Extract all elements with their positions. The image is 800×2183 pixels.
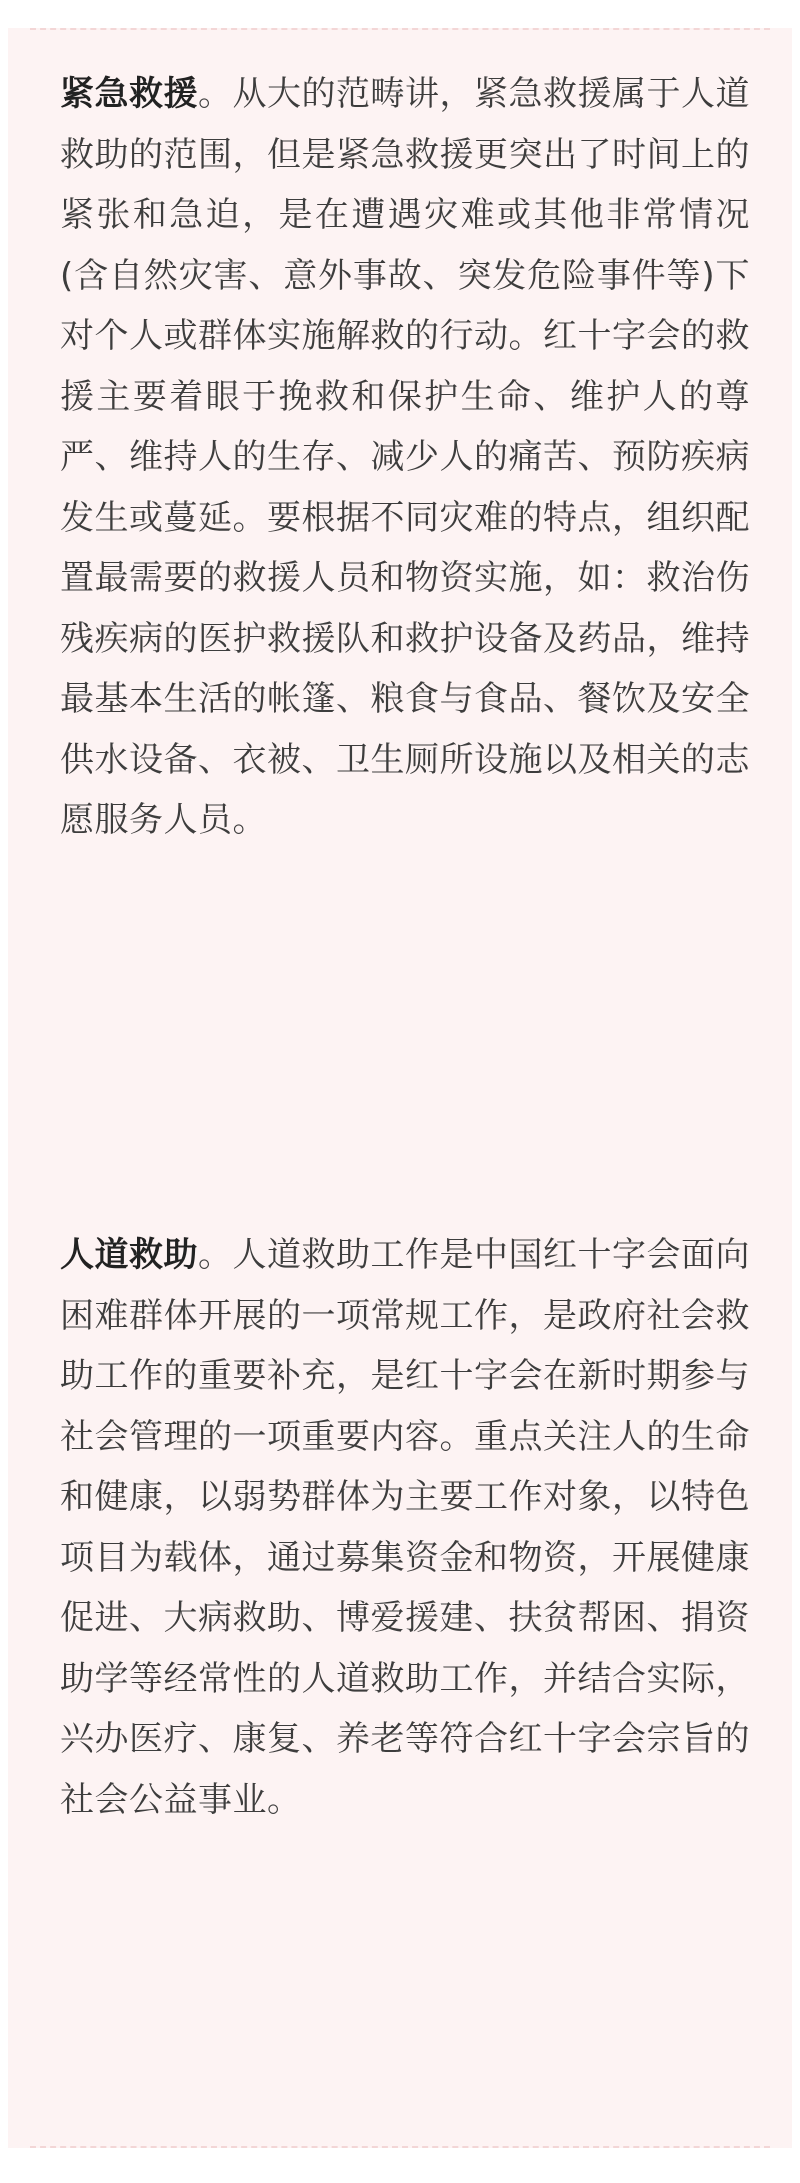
bottom-divider: [30, 2146, 770, 2148]
article-card: [8, 28, 792, 2148]
section-body-humanitarian-aid: 。人道救助工作是中国红十字会面向困难群体开展的一项常规工作，是政府社会救助工作的重要补充，是红十字会在新时期参与社会管理的一项重要内容。重点关注人的生命和健康，以弱势群体为主要工作对象，以特色项目为载体，通过募集资金和物资，开展健康促进、大病救助、博爱援建、扶贫帮困、捐资助学等经常性的人道救助工作，并结合实际，兴办医疗、康复、养老等符合红十字会宗旨的社会公益事业。: [60, 1235, 750, 1820]
paragraph-emergency-rescue: [60, 64, 750, 851]
section-heading-humanitarian-aid: 人道救助: [60, 1235, 198, 1275]
top-divider: [30, 28, 770, 30]
section-body-emergency-rescue: 。从大的范畴讲，紧急救援属于人道救助的范围，但是紧急救援更突出了时间上的紧张和急迫，是在遭遇灾难或其他非常情况(含自然灾害、意外事故、突发危险事件等)下对个人或群体实施解救的行动。红十字会的救援主要着眼于挽救和保护生命、维护人的尊严、维持人的生存、减少人的痛苦、预防疾病发生或蔓延。要根据不同灾难的特点，组织配置最需要的救援人员和物资实施，如：救治伤残疾病的医护救援队和救护设备及药品，维持最基本生活的帐篷、粮食与食品、餐饮及安全供水设备、衣被、卫生厕所设施以及相关的志愿服务人员。: [60, 74, 750, 840]
paragraph-humanitarian-aid: [60, 1225, 750, 1830]
section-heading-emergency-rescue: 紧急救援: [60, 74, 198, 114]
